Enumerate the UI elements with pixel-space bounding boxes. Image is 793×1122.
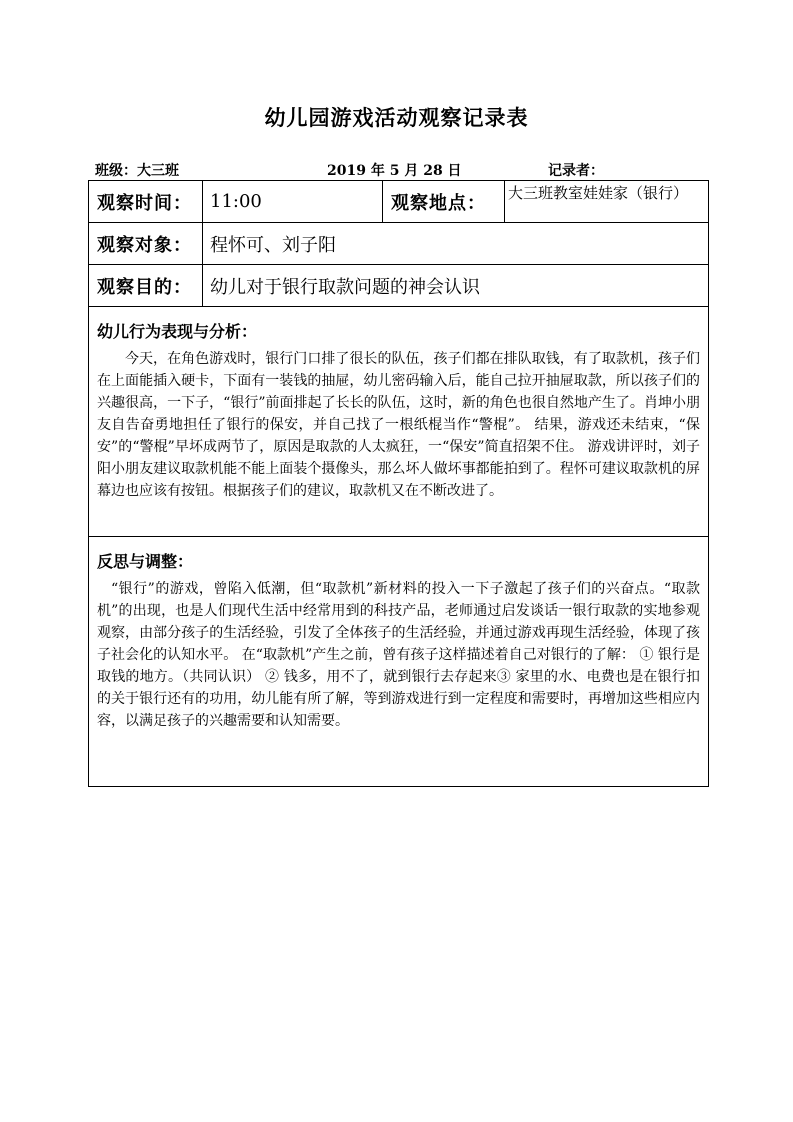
class-label: 班级：大三班 — [95, 163, 179, 179]
place-value: 大三班教室娃娃家（银行） — [505, 181, 709, 223]
behavior-heading: 幼儿行为表现与分析： — [97, 322, 258, 341]
purpose-value: 幼儿对于银行取款问题的神会认识 — [203, 265, 709, 307]
reflection-body: “银行”的游戏，曾陷入低潮，但“取款机”新材料的投入一下子激起了孩子们的兴奋点。“取款机”的出现，也是人们现代生活中经常用到的科技产品，老师通过启发谈话一银行取款的实地参观观察，由部分孩子的生活经验，引发了全体孩子的生活经验，并通过游戏再现生活经验，体现了孩子社会化的认知水平。 在“取款机”产生之前，曾有孩子这样描述着自己对银行的了解： ① 银行是取钱的地方。（共同认识） ② 钱多，用不了，就到银行去存起来③ 家里的水、电费也是在银行扣的关于银行还有的功用，幼儿能有所了解，等到游戏进行到一定程度和需要时，再增加这些相应内容，以满足孩子的兴趣需要和认知需要。 — [97, 581, 700, 729]
meta-row — [95, 160, 705, 180]
observation-table — [88, 180, 709, 787]
behavior-section — [89, 307, 709, 537]
page-title: 幼儿园游戏活动观察记录表 — [264, 105, 529, 130]
subject-row — [89, 223, 709, 265]
time-row — [89, 181, 709, 223]
subject-label: 观察对象： — [89, 223, 203, 265]
record-date: 2019 年 5 月 28 日 — [327, 163, 462, 179]
reflection-section — [89, 537, 709, 787]
purpose-label: 观察目的： — [89, 265, 203, 307]
time-value: 11:00 — [203, 181, 383, 223]
reflection-row — [89, 537, 709, 787]
behavior-body: 今天，在角色游戏时，银行门口排了很长的队伍，孩子们都在排队取钱，有了取款机，孩子们在上面能插入硬卡，下面有一装钱的抽屉，幼儿密码输入后，能自己拉开抽屉取款，所以孩子们的兴趣很高，一下子，“银行”前面排起了长长的队伍，这时，新的角色也很自然地产生了。肖坤小朋友自告奋勇地担任了银行的保安，并自己找了一根纸棍当作“警棍”。 结果，游戏还未结束，“保安”的“警棍”早坏成两节了，原因是取款的人太疯狂，一“保安”简直招架不住。 游戏讲评时，刘子阳小朋友建议取款机能不能上面装个摄像头，那么坏人做坏事都能拍到了。程怀可建议取款机的屏幕边也应该有按钮。根据孩子们的建议，取款机又在不断改进了。 — [97, 351, 700, 499]
recorder-label: 记录者： — [548, 163, 604, 179]
subject-value: 程怀可、刘子阳 — [203, 223, 709, 265]
reflection-heading: 反思与调整： — [97, 552, 194, 571]
place-label: 观察地点： — [383, 181, 505, 223]
purpose-row — [89, 265, 709, 307]
behavior-row — [89, 307, 709, 537]
time-label: 观察时间： — [89, 181, 203, 223]
